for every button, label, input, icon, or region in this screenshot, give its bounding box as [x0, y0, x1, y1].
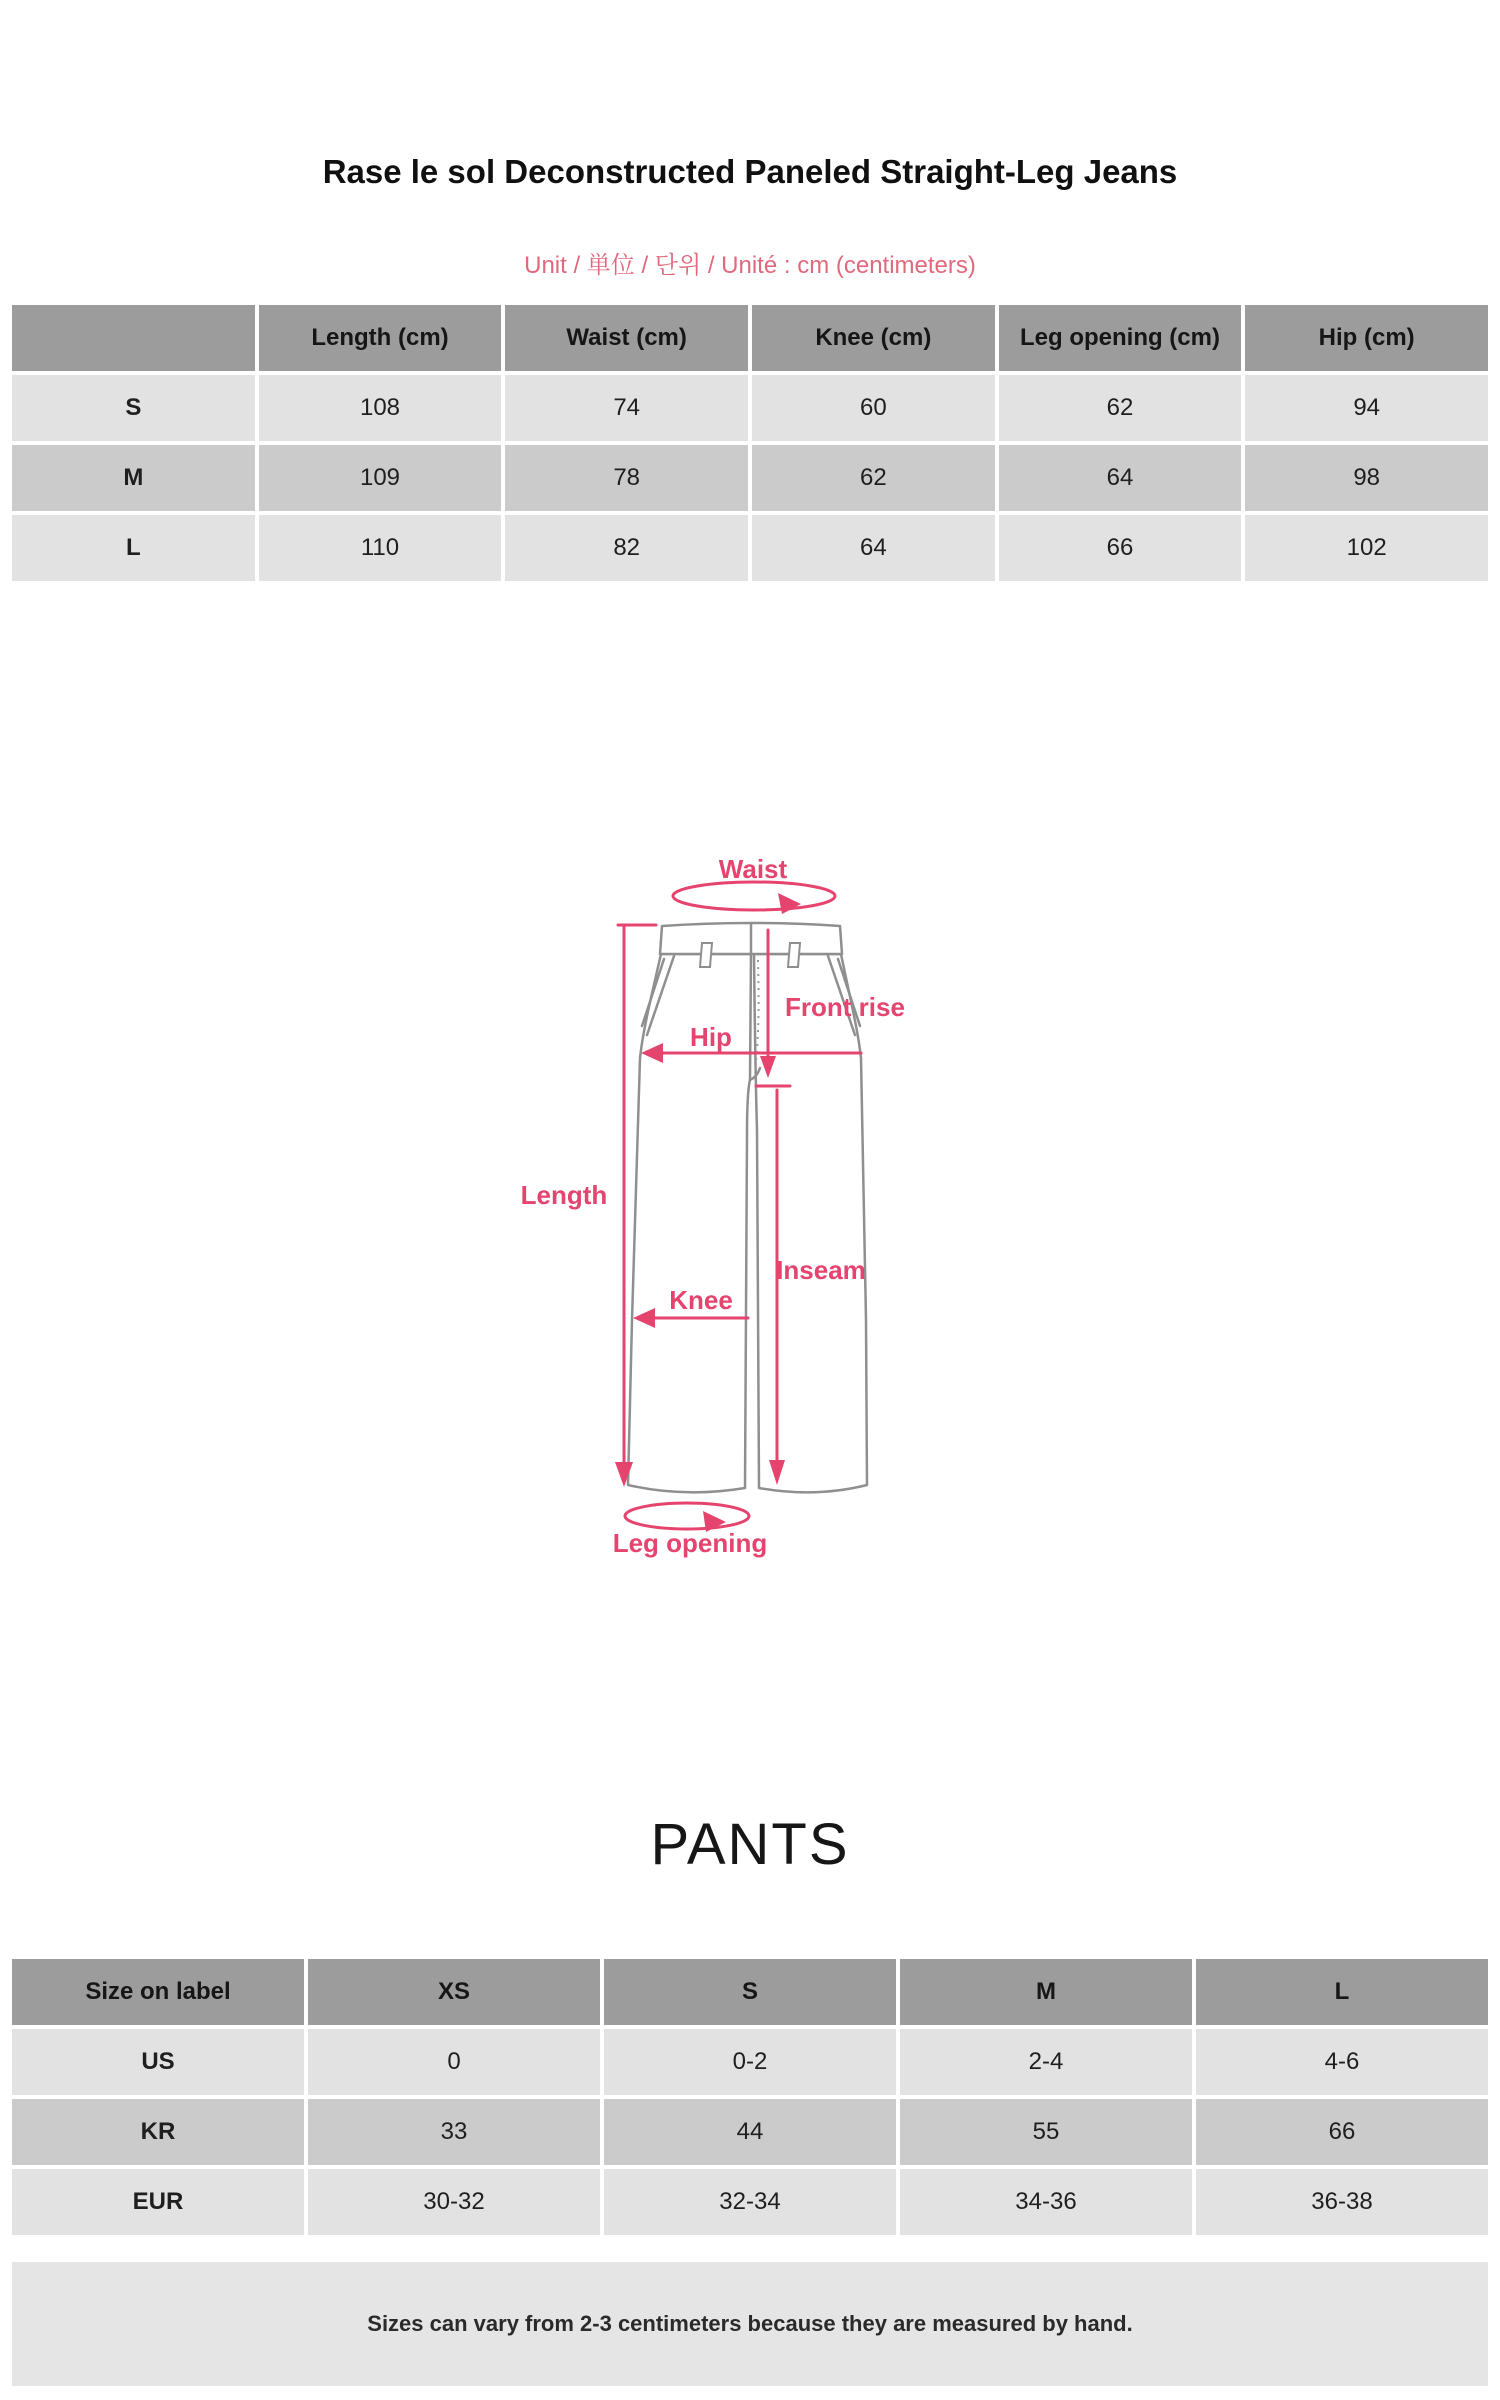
header-cell: L — [1196, 1959, 1488, 2025]
row-label-cell: US — [12, 2029, 304, 2095]
data-cell: 60 — [752, 375, 995, 441]
row-label-cell: M — [12, 445, 255, 511]
front-rise-label: Front rise — [785, 992, 905, 1022]
data-cell: 66 — [999, 515, 1242, 581]
data-cell: 108 — [259, 375, 502, 441]
pants-right-leg — [754, 954, 867, 1492]
waist-label: Waist — [718, 854, 788, 884]
data-cell: 66 — [1196, 2099, 1488, 2165]
belt-loop-left — [700, 943, 712, 967]
data-cell: 62 — [752, 445, 995, 511]
length-label: Length — [520, 1180, 608, 1210]
data-cell: 4-6 — [1196, 2029, 1488, 2095]
data-cell: 82 — [505, 515, 748, 581]
header-cell: Hip (cm) — [1245, 305, 1488, 371]
data-cell: 30-32 — [308, 2169, 600, 2235]
knee-label: Knee — [669, 1285, 733, 1315]
data-cell: 78 — [505, 445, 748, 511]
header-cell: Knee (cm) — [752, 305, 995, 371]
data-cell: 110 — [259, 515, 502, 581]
data-cell: 2-4 — [900, 2029, 1192, 2095]
row-label-cell: L — [12, 515, 255, 581]
data-cell: 32-34 — [604, 2169, 896, 2235]
measurement-table — [12, 305, 1488, 581]
unit-note: Unit / 単位 / 단위 / Unité : cm (centimeters) — [524, 252, 976, 279]
data-cell: 36-38 — [1196, 2169, 1488, 2235]
belt-loop-right — [788, 943, 800, 967]
row-label-cell: KR — [12, 2099, 304, 2165]
footer-note-band — [12, 2262, 1488, 2386]
leg-opening-arrow — [625, 1503, 749, 1529]
data-cell: 74 — [505, 375, 748, 441]
inseam-label: Inseam — [776, 1255, 866, 1285]
data-cell: 55 — [900, 2099, 1192, 2165]
waist-arrow — [673, 882, 835, 910]
data-cell: 102 — [1245, 515, 1488, 581]
section-heading: PANTS — [650, 1812, 850, 1877]
data-cell: 33 — [308, 2099, 600, 2165]
data-cell: 64 — [752, 515, 995, 581]
header-cell: Leg opening (cm) — [999, 305, 1242, 371]
header-cell — [12, 305, 255, 371]
data-cell: 64 — [999, 445, 1242, 511]
data-cell: 0 — [308, 2029, 600, 2095]
header-cell: Length (cm) — [259, 305, 502, 371]
row-label-cell: EUR — [12, 2169, 304, 2235]
header-cell: XS — [308, 1959, 600, 2025]
leg-opening-label: Leg opening — [612, 1528, 768, 1558]
size-conversion-table — [12, 1959, 1488, 2235]
data-cell: 98 — [1245, 445, 1488, 511]
hip-label: Hip — [690, 1022, 732, 1052]
data-cell: 62 — [999, 375, 1242, 441]
page-title: Rase le sol Deconstructed Paneled Straight-Leg Jeans — [322, 153, 1178, 190]
header-cell: Waist (cm) — [505, 305, 748, 371]
header-cell: M — [900, 1959, 1192, 2025]
header-cell: Size on label — [12, 1959, 304, 2025]
data-cell: 44 — [604, 2099, 896, 2165]
header-cell: S — [604, 1959, 896, 2025]
pants-diagram — [500, 830, 1020, 1590]
data-cell: 0-2 — [604, 2029, 896, 2095]
footer-note: Sizes can vary from 2-3 centimeters because they are measured by hand. — [367, 2311, 1133, 2336]
data-cell: 109 — [259, 445, 502, 511]
data-cell: 94 — [1245, 375, 1488, 441]
row-label-cell: S — [12, 375, 255, 441]
waist-arrowhead — [778, 893, 801, 914]
data-cell: 34-36 — [900, 2169, 1192, 2235]
